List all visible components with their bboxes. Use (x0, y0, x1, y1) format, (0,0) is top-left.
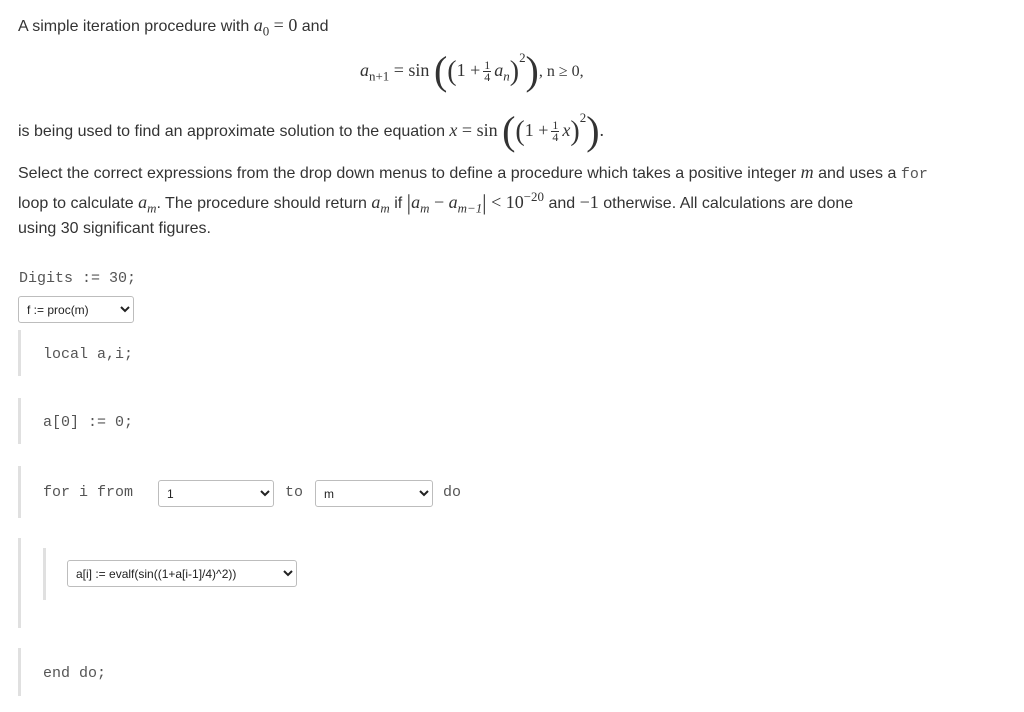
and-text: and (301, 18, 329, 35)
init-expression: $a_0 = 0$ (253, 15, 298, 39)
equation-intro-text: is being used to find an approximate solution to the equation (18, 123, 445, 140)
proc-dropdown[interactable] (18, 296, 134, 323)
equation-expression: x = sin ((1 + $\frac{1}{4}$ x)$^2$). (449, 108, 605, 153)
intro-text: A simple iteration procedure with (18, 18, 250, 35)
recurrence-formula: $a_{n+1} = \sin ((1$ + $\frac{1}{4}$ $a_n)^2$), n ≥ 0, (360, 48, 584, 93)
block-bar-init (18, 398, 21, 444)
block-bar-inner-body (43, 548, 46, 600)
block-bar-end (18, 648, 21, 696)
do-keyword: do (443, 484, 462, 501)
from-dropdown[interactable] (158, 480, 274, 507)
block-bar-local (18, 330, 21, 376)
block-bar-loop-body (18, 538, 21, 628)
to-keyword: to (285, 484, 304, 501)
init-statement: a[0] := 0; (43, 414, 134, 431)
block-bar-for (18, 466, 21, 518)
instructions-line-1: Select the correct expressions from the drop down menus to define a procedure which takes a positive integer m and uses a for (18, 162, 928, 183)
digits-statement: Digits := 30; (19, 270, 137, 287)
equation-line (18, 108, 605, 153)
end-do-statement: end do; (43, 665, 107, 682)
for-from-keyword: for i from (43, 484, 134, 501)
instructions-line-2: loop to calculate $a_m$. The procedure should return $a_m$ if $|a_m - a_{m-1}| < 10^{-20}$ and −1 otherwise. All calculations are done (18, 189, 854, 216)
instructions-line-3: using 30 significant figures. (18, 220, 211, 237)
to-dropdown[interactable] (315, 480, 433, 507)
intro-line (18, 15, 328, 37)
loop-body-dropdown[interactable] (67, 560, 297, 587)
local-statement: local a,i; (43, 346, 134, 363)
